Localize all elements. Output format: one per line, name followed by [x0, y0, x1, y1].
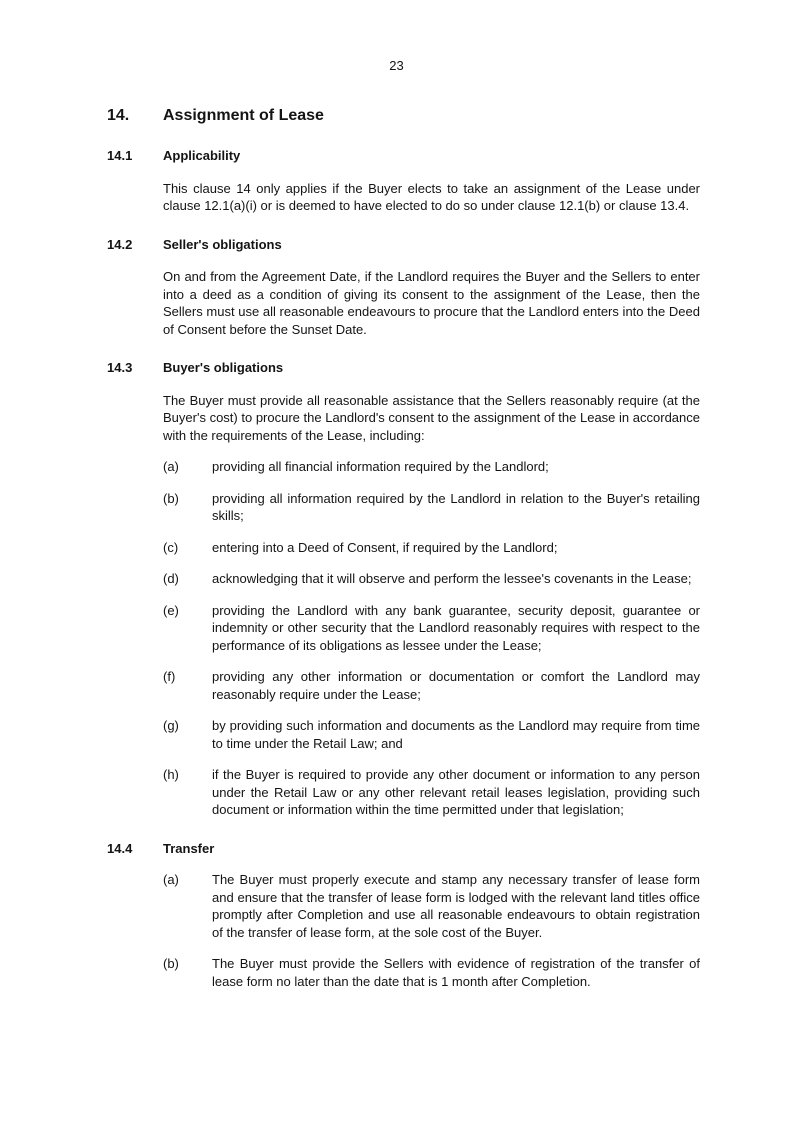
list-item-text: acknowledging that it will observe and perform the lessee's covenants in the Lease; [212, 571, 692, 586]
subclause-heading-14-4 [107, 840, 700, 858]
list-item-a [163, 871, 700, 941]
list-item-text: entering into a Deed of Consent, if required by the Landlord; [212, 539, 558, 555]
list-item-text: if the Buyer is required to provide any other document or information to any person under the Retail Law or any other relevant retail leases legislation, providing such document or information within the time permitted under that legislation; [212, 767, 700, 817]
list-item-label: (c) [163, 539, 179, 555]
subclause-title: Seller's obligations [163, 236, 282, 252]
list-item-text: providing the Landlord with any bank guarantee, security deposit, guarantee or indemnity or other security that the Landlord reasonably requires with respect to the performance of its obligations as lessee under the Lease; [212, 602, 700, 653]
clause-heading [107, 105, 700, 126]
list-item-label: (b) [163, 956, 179, 971]
subclause-number: 14.2 [107, 236, 133, 252]
subclause-title: Buyer's obligations [163, 360, 284, 375]
subclause-number: 14.4 [107, 840, 133, 856]
list-item-b [163, 490, 700, 525]
paragraph: This clause 14 only applies if the Buyer elects to take an assignment of the Lease under clause 12.1(a)(i) or is deemed to have elected to do so under clause 12.1(b) or clause 13.4. [163, 180, 700, 213]
list-item-label: (b) [163, 490, 179, 506]
list-item-label: (d) [163, 571, 179, 586]
list-item-text: providing all financial information required by the Landlord; [212, 459, 549, 474]
subclause-number: 14.3 [107, 360, 133, 375]
list-item-label: (a) [163, 872, 179, 887]
list-item-text: The Buyer must provide the Sellers with evidence of registration of the transfer of lease form no later than the date that is 1 month after Completion. [212, 956, 700, 989]
list-item-label: (e) [163, 602, 179, 618]
page-number: 23 [389, 58, 404, 73]
list-item-a [163, 458, 700, 476]
paragraph: The Buyer must provide all reasonable assistance that the Sellers reasonably require (at the Buyer's cost) to procure the Landlord's consent to the assignment of the Lease in accordance with the requirements of the Lease, including: [163, 392, 700, 443]
paragraph: On and from the Agreement Date, if the Landlord requires the Buyer and the Sellers to enter into a deed as a condition of giving its consent to the assignment of the Lease, then the Sellers must use all reasonable endeavours to procure that the Landlord enters into the Deed of Consent before the Sunset Date. [163, 269, 700, 337]
subclause-heading-14-2 [107, 236, 700, 254]
subclause-number: 14.1 [107, 148, 133, 163]
list-item-b [163, 955, 700, 990]
list-item-e [163, 602, 700, 655]
list-item-label: (h) [163, 767, 179, 782]
list-14-4 [163, 871, 700, 990]
list-item-c [163, 539, 700, 557]
subclause-title: Applicability [163, 148, 241, 163]
list-item-d [163, 570, 700, 588]
subclause-heading-14-1 [107, 147, 700, 165]
list-item-text: The Buyer must properly execute and stamp any necessary transfer of lease form and ensure that the transfer of lease form is lodged with the relevant land titles office promptly after Completion and use all reasonable endeavours to obtain registration of the transfer of lease form, at the sole cost of the Buyer. [212, 872, 700, 940]
list-item-text: providing any other information or documentation or comfort the Landlord may reasonably require under the Lease; [212, 669, 700, 702]
list-item-label: (a) [163, 459, 179, 474]
list-item-g [163, 717, 700, 752]
list-item-label: (g) [163, 718, 179, 733]
clause-heading-number: 14. [107, 107, 130, 124]
list-item-h [163, 766, 700, 819]
list-item-text: providing all information required by the Landlord in relation to the Buyer's retailing skills; [212, 490, 700, 523]
list-14-3 [163, 458, 700, 819]
clause-heading-title: Assignment of Lease [163, 107, 324, 124]
subclause-title: Transfer [163, 840, 215, 856]
list-item-label: (f) [163, 669, 176, 684]
list-item-f [163, 668, 700, 703]
subclause-heading-14-3 [107, 359, 700, 377]
list-item-text: by providing such information and documents as the Landlord may require from time to time under the Retail Law; and [212, 718, 700, 751]
